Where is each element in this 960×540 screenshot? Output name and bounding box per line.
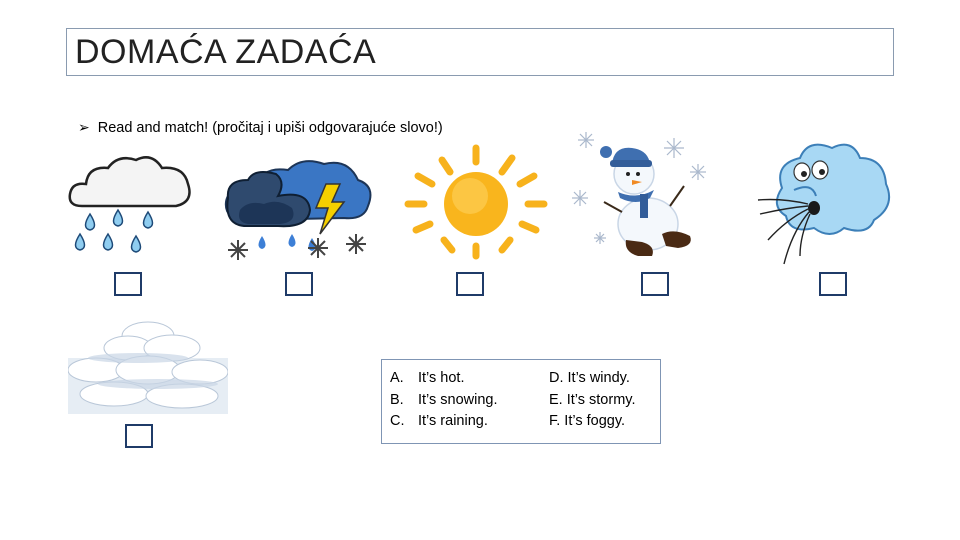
snowman-icon: [566, 128, 718, 266]
answer-box-sun[interactable]: [456, 272, 484, 296]
storm-cloud-icon: [218, 150, 378, 265]
fog-clouds-icon: [68, 318, 228, 418]
instruction: [78, 119, 443, 136]
title-box: [66, 28, 894, 76]
answer-box-wind[interactable]: [819, 272, 847, 296]
answer-box-fog[interactable]: [125, 424, 153, 448]
answer-options-box: [381, 359, 661, 444]
option-c: C. It’s raining.: [390, 413, 488, 429]
answer-box-storm[interactable]: [285, 272, 313, 296]
answer-options-right: [549, 368, 635, 433]
answer-options-left: [390, 368, 498, 433]
option-a: A. It’s hot.: [390, 370, 465, 386]
answer-box-snowman[interactable]: [641, 272, 669, 296]
page-title: DOMAĆA ZADAĆA: [75, 33, 377, 71]
option-d: D. It’s windy.: [549, 370, 630, 386]
instruction-text: Read and match! (pročitaj i upiši odgovarajuće slovo!): [97, 119, 443, 136]
option-e: E. It’s stormy.: [549, 391, 636, 408]
option-f: F. It’s foggy.: [549, 413, 626, 429]
sun-icon: [398, 142, 554, 262]
wind-cloud-icon: [756, 136, 896, 266]
answer-box-rain[interactable]: [114, 272, 142, 296]
option-b: B. It’s snowing.: [390, 391, 498, 408]
rain-cloud-icon: [66, 150, 196, 260]
arrow-bullet-icon: ➢: [78, 119, 90, 135]
